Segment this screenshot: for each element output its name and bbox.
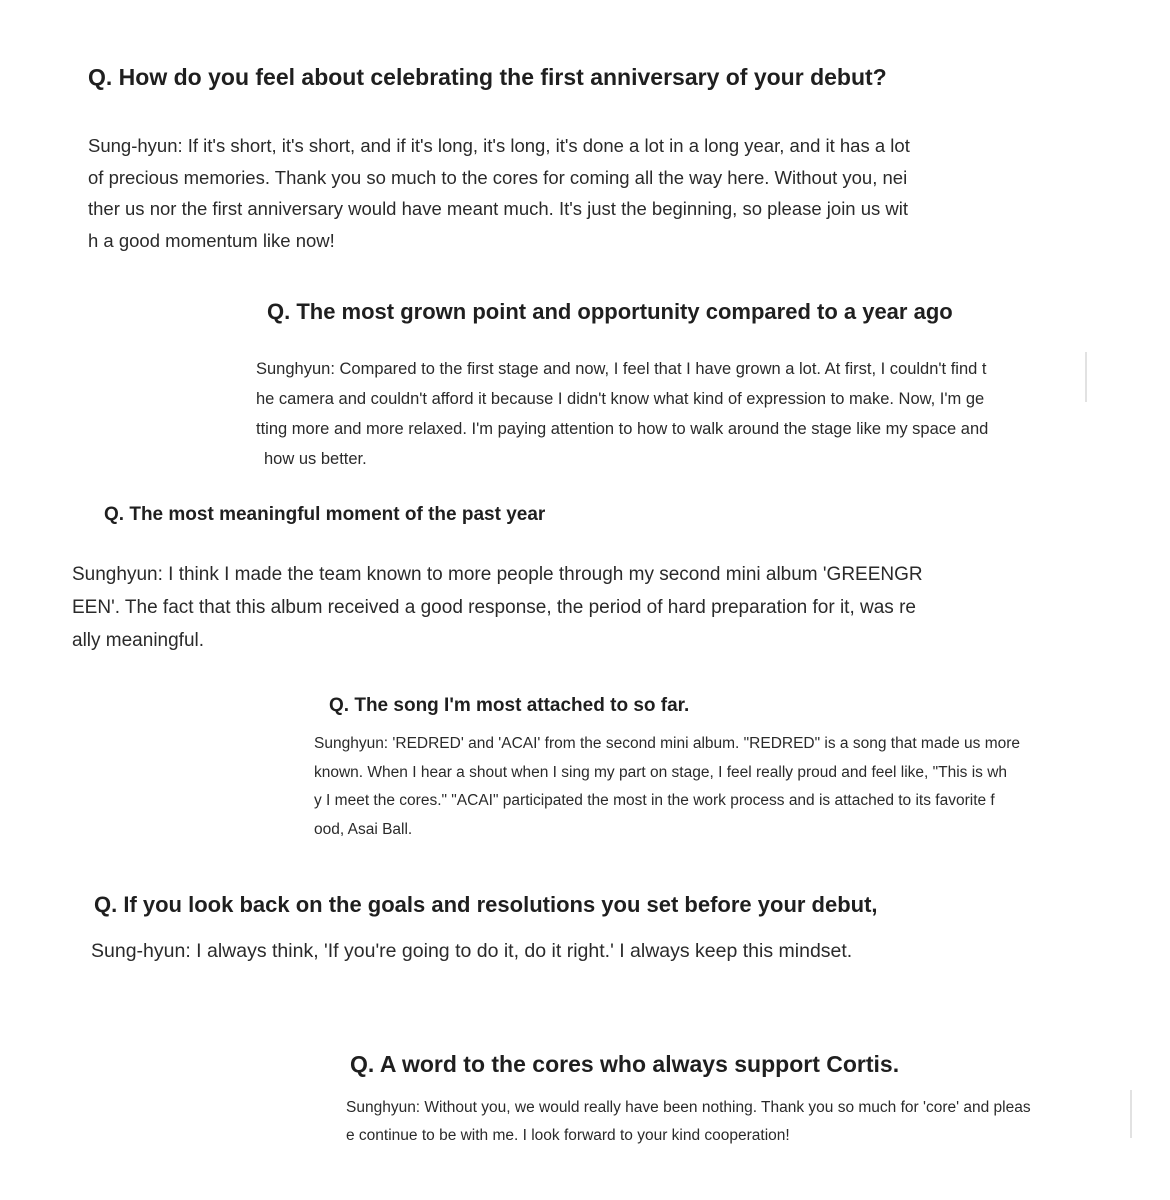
answer-text xyxy=(72,558,923,657)
answer-line: y I meet the cores." "ACAI" participated the most in the work process and is attached to its favorite f xyxy=(314,792,995,809)
divider xyxy=(1085,352,1087,402)
qa-block-4 xyxy=(314,692,1020,844)
answer-line: h a good momentum like now! xyxy=(88,229,335,251)
answer-line: EEN'. The fact that this album received a good response, the period of hard preparation for it, was re xyxy=(72,597,916,618)
answer-line: Sunghyun: Without you, we would really have been nothing. Thank you so much for 'core' and pleas xyxy=(346,1099,1031,1116)
answer-line: ally meaningful. xyxy=(72,630,205,651)
answer-line: Sunghyun: I think I made the team known to more people through my second mini album 'GREENGR xyxy=(72,564,923,585)
answer-text xyxy=(314,730,1020,844)
answer-text xyxy=(91,936,878,966)
answer-line: tting more and more relaxed. I'm paying attention to how to walk around the stage like my space and xyxy=(256,420,989,438)
answer-line: ther us nor the first anniversary would have meant much. It's just the beginning, so please join us wit xyxy=(88,198,909,219)
question-heading: Q. A word to the cores who always support Cortis. xyxy=(350,1051,900,1077)
answer-line: he camera and couldn't afford it because I didn't know what kind of expression to make. Now, I'm ge xyxy=(256,390,985,408)
qa-block-1 xyxy=(88,60,910,256)
question-heading: Q. The song I'm most attached to so far. xyxy=(329,695,690,716)
answer-line: Sunghyun: 'REDRED' and 'ACAI' from the second mini album. "REDRED" is a song that made us more xyxy=(314,735,1021,752)
answer-line: Sung-hyun: I always think, 'If you're going to do it, do it right.' I always keep this mindset. xyxy=(91,940,853,962)
question-heading: Q. The most meaningful moment of the past year xyxy=(104,504,546,525)
answer-line: Sunghyun: Compared to the first stage and now, I feel that I have grown a lot. At first, I couldn't find t xyxy=(256,360,987,378)
answer-line: ood, Asai Ball. xyxy=(314,820,413,838)
answer-line: of precious memories. Thank you so much to the cores for coming all the way here. Without you, nei xyxy=(88,166,908,188)
qa-block-2 xyxy=(256,296,988,474)
answer-line: Sung-hyun: If it's short, it's short, and if it's long, it's long, it's done a lot in a long year, and it has a lot xyxy=(88,135,910,156)
qa-block-6 xyxy=(346,1048,1031,1150)
question-heading: Q. If you look back on the goals and resolutions you set before your debut, xyxy=(94,892,878,917)
answer-text xyxy=(256,354,988,474)
answer-line: known. When I hear a shout when I sing my part on stage, I feel really proud and feel like, "This is wh xyxy=(314,763,1008,781)
qa-block-3 xyxy=(72,502,923,657)
qa-block-5 xyxy=(91,890,878,966)
answer-line: e continue to be with me. I look forward to your kind cooperation! xyxy=(346,1127,790,1144)
answer-text xyxy=(88,130,910,256)
question-heading: Q. The most grown point and opportunity compared to a year ago xyxy=(267,299,953,324)
divider xyxy=(1130,1090,1132,1138)
answer-line: how us better. xyxy=(264,450,367,468)
answer-text xyxy=(346,1094,1031,1150)
question-heading: Q. How do you feel about celebrating the first anniversary of your debut? xyxy=(88,64,887,90)
